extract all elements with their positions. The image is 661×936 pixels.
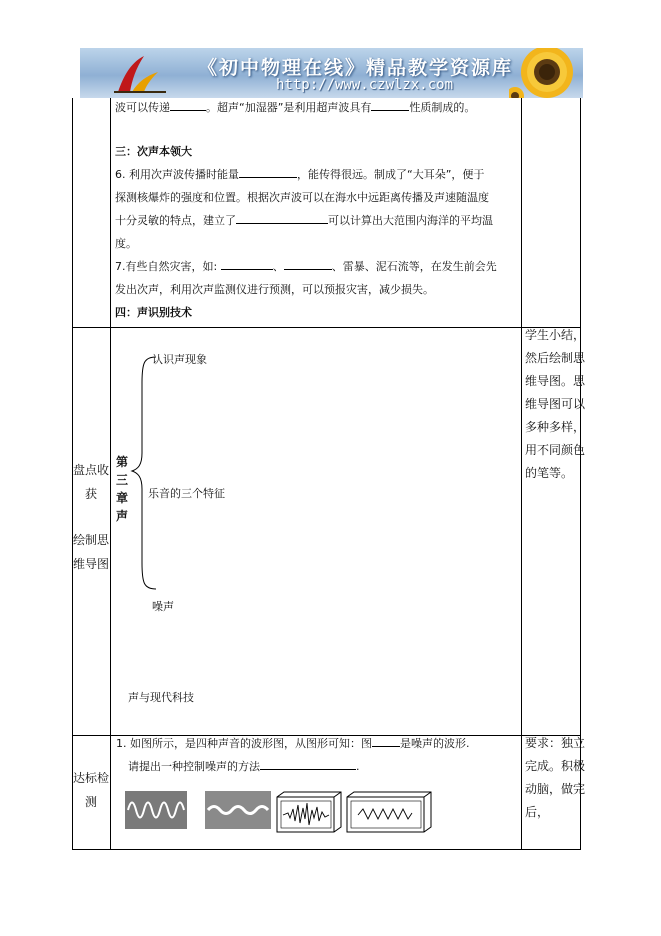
mindmap-brace xyxy=(130,353,160,603)
banner-title: 《初中物理在线》精品教学资源库 xyxy=(198,57,514,79)
answer-blank[interactable] xyxy=(236,210,328,224)
row-label-mindmap: 绘制思维导图 xyxy=(73,533,110,571)
requirement-note: 要求：独立完成。积极动脑，做完后， xyxy=(525,736,586,819)
waveform-figure-3 xyxy=(276,791,342,833)
mindmap-branch: 认识声现象 xyxy=(152,353,207,366)
row-label-check: 达标检测 xyxy=(73,771,110,809)
waveform-figure-4 xyxy=(346,791,432,833)
heading-infrasound: 三：次声本领大 xyxy=(115,145,192,158)
lesson-table xyxy=(72,98,586,850)
section1-text: 波可以传递 。超声“加湿器”是利用超声波具有 性质制成的。 三：次声本领大 6. 利用次声波传播时能量 ，能传得很远。制成了“大耳朵”，便于 探测核爆炸的强度和位置。根据次声波可以在海水中远距离传播及声速随温度 十分灵敏的特点，建立了 可以计算出大范围内海洋的平均温 度。 7.有些自然灾害，如: 、 、雷暴、泥石流等，在发生前会先 发出次声，利用次声监测仪进行预测，可以预报灾害，减少损失。 四：声识别技术 xyxy=(115,96,519,324)
heading-recognition: 四：声识别技术 xyxy=(115,306,192,319)
answer-blank[interactable] xyxy=(239,164,297,178)
mindmap-branch: 噪声 xyxy=(152,600,174,613)
waveform-figure-2 xyxy=(205,791,271,829)
answer-blank[interactable] xyxy=(371,97,409,111)
row-label-harvest: 盘点收获 xyxy=(73,463,110,501)
waveform-figure-1 xyxy=(125,791,187,829)
question-1: 1. 如图所示，是四种声音的波形图，从图形可知：图 是噪声的波形. 请提出一种控制噪声的方法 . xyxy=(116,732,520,778)
answer-blank[interactable] xyxy=(170,97,206,111)
banner-url[interactable]: http://www.czwlzx.com xyxy=(276,77,454,93)
answer-blank[interactable] xyxy=(221,256,273,270)
mindmap-chapter: 第三章声 xyxy=(116,455,129,523)
answer-blank[interactable] xyxy=(372,733,400,747)
teacher-note: 学生小结，然后绘制思维导图。思维导图可以多种多样，用不同颜色的笔等。 xyxy=(525,328,586,480)
mindmap-branch: 声与现代科技 xyxy=(128,691,194,704)
header-banner xyxy=(80,48,583,98)
answer-blank[interactable] xyxy=(284,256,332,270)
answer-blank[interactable] xyxy=(260,756,356,770)
mindmap-branch: 乐音的三个特征 xyxy=(148,487,225,500)
logo-icon xyxy=(110,54,170,94)
sunflower-icon xyxy=(509,48,579,98)
